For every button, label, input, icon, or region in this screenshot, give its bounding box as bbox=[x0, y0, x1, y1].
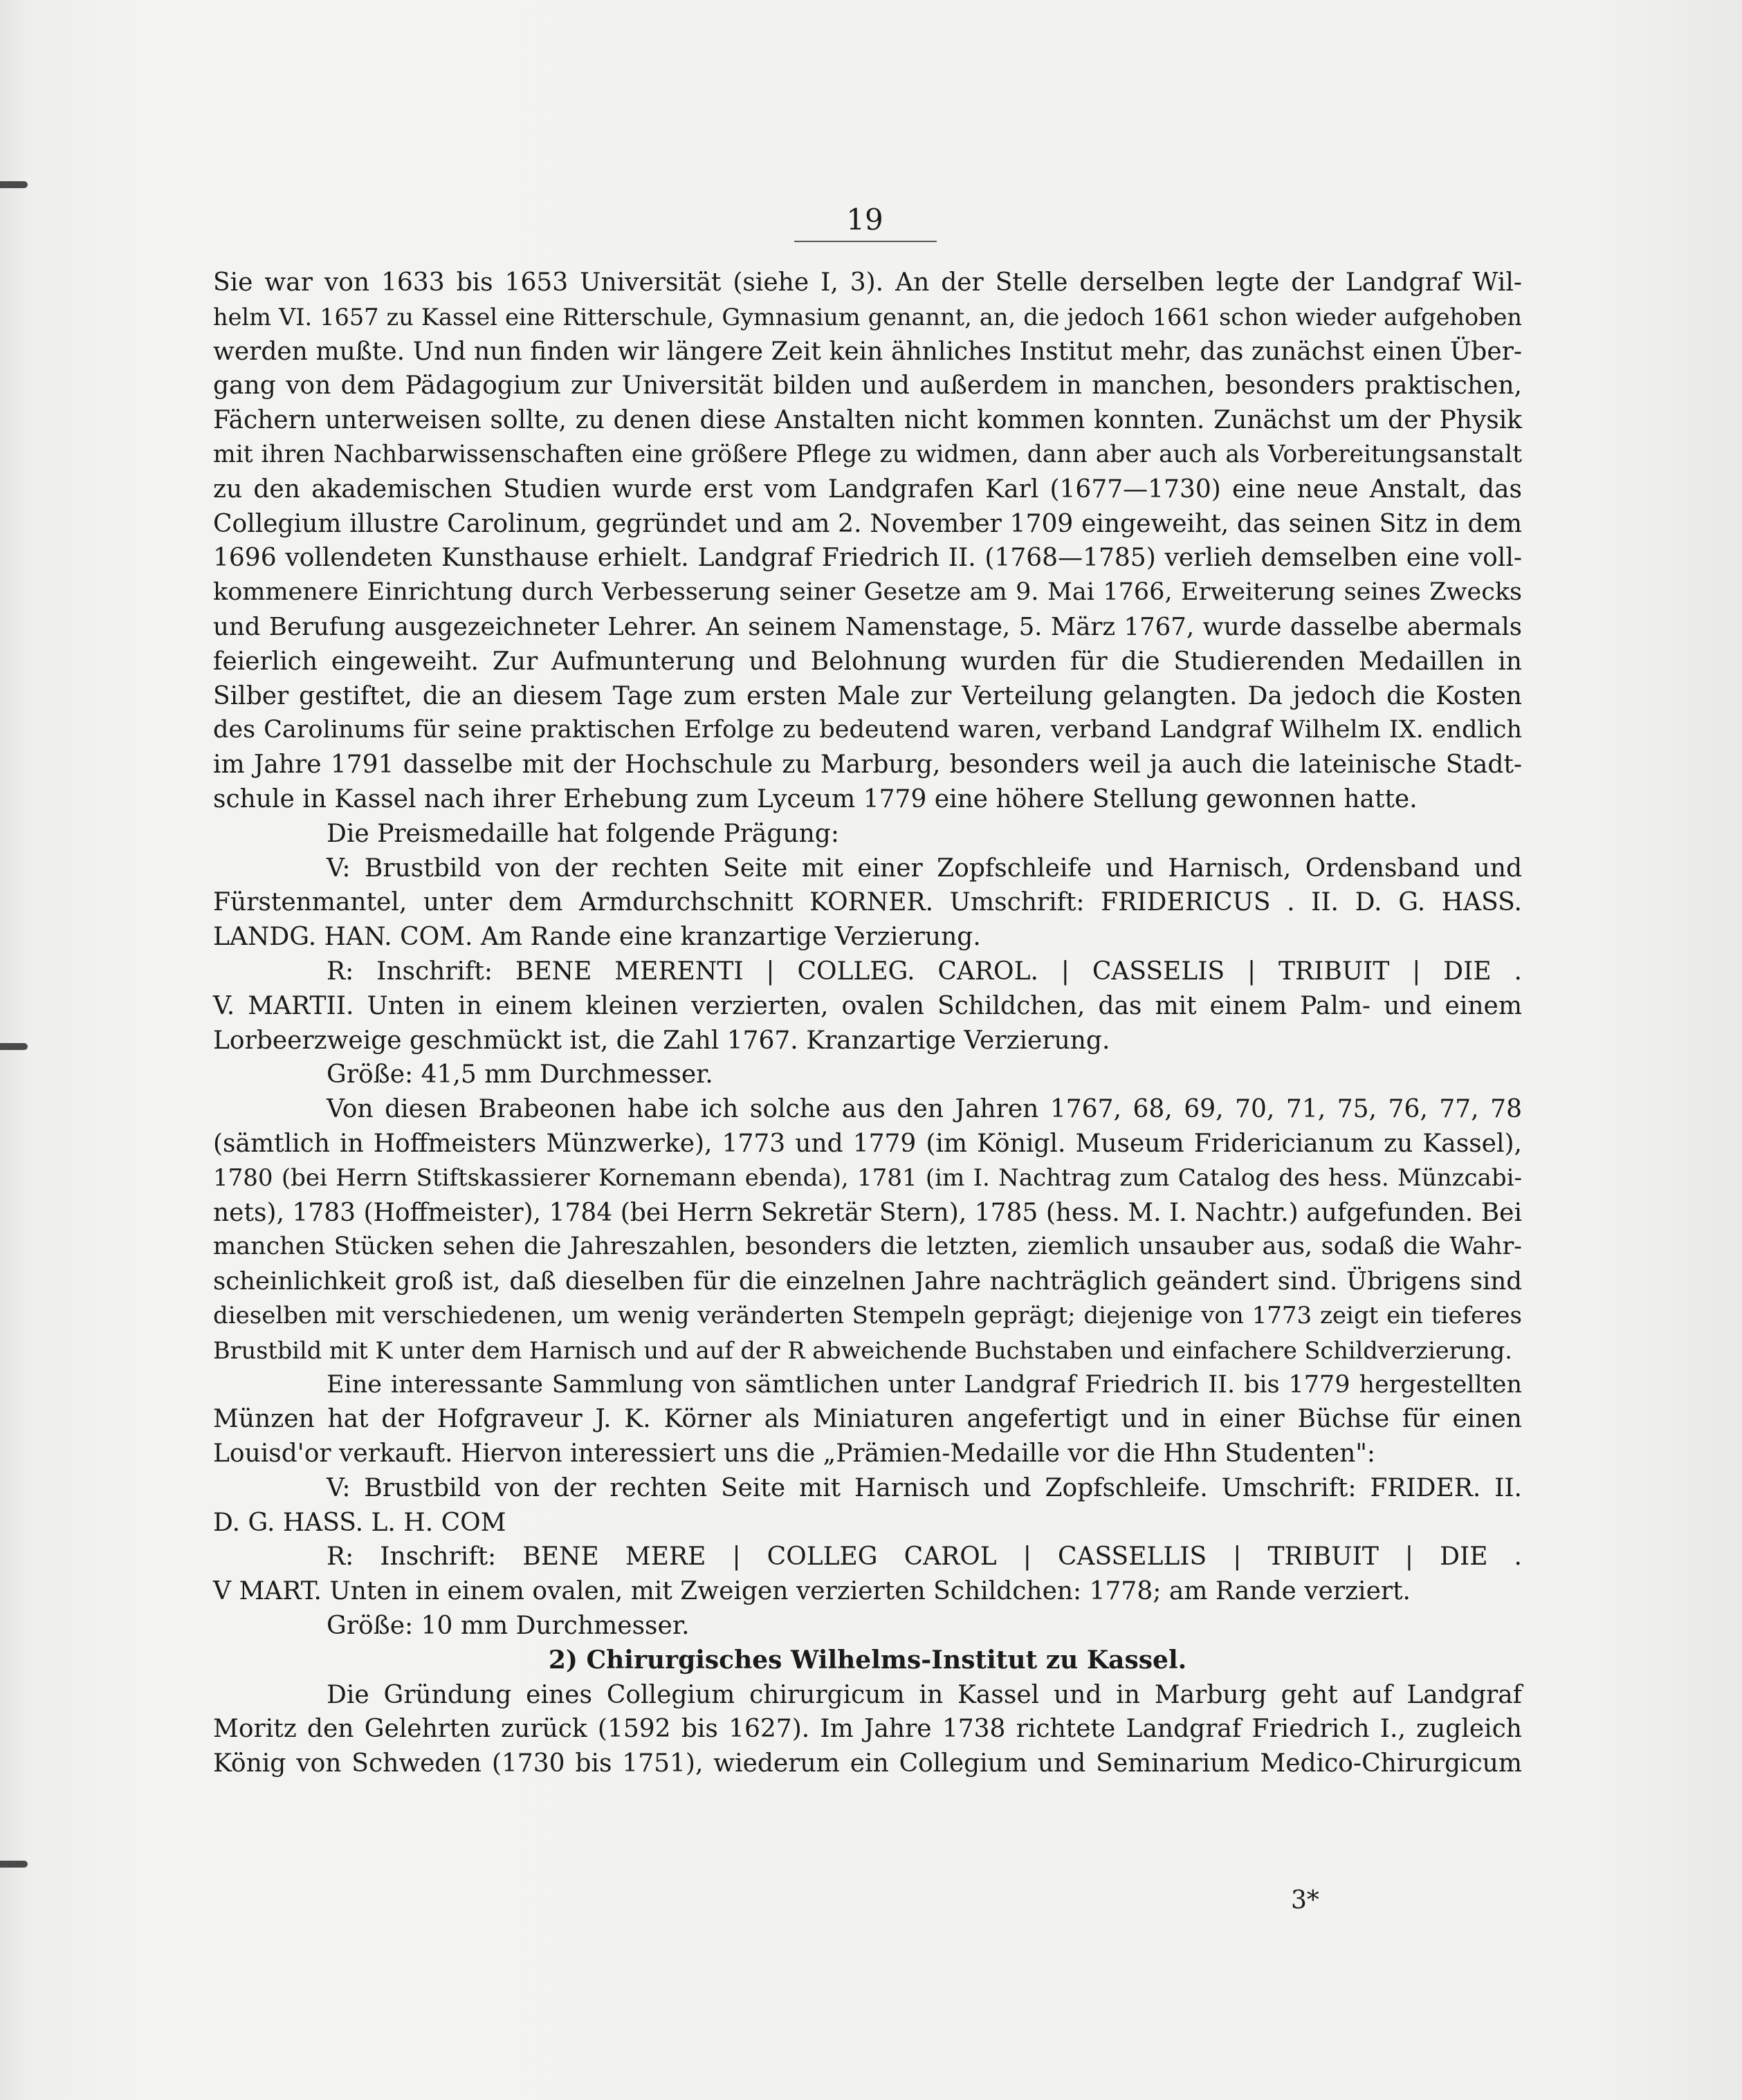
text-line: Eine interessante Sammlung von sämtlichen unter Landgraf Friedrich II. bis 1779 hergestellten bbox=[327, 1370, 1522, 1399]
text-line: V: Brustbild von der rechten Seite mit Harnisch und Zopfschleife. Umschrift: FRIDER. II. bbox=[327, 1473, 1522, 1502]
text-line: mit ihren Nachbarwissenschaften eine größere Pflege zu widmen, dann aber auch als Vorbereitungsanstalt bbox=[213, 440, 1522, 468]
text-line: Louisd'or verkauft. Hiervon interessiert uns die „Prämien-Medaille vor die Hhn Studenten": bbox=[213, 1439, 1376, 1468]
text-line: zu den akademischen Studien wurde erst vom Landgrafen Karl (1677—1730) eine neue Anstalt, das bbox=[213, 475, 1522, 504]
page-number-rule bbox=[794, 241, 937, 242]
text-line: V: Brustbild von der rechten Seite mit einer Zopfschleife und Harnisch, Ordensband und bbox=[327, 854, 1522, 883]
text-line: und Berufung ausgezeichneter Lehrer. An seinem Namenstage, 5. März 1767, wurde dasselbe abermals bbox=[213, 612, 1522, 641]
binding-mark bbox=[0, 1861, 28, 1868]
text-line: Silber gestiftet, die an diesem Tage zum ersten Male zur Verteilung gelangten. Da jedoch die Kosten bbox=[213, 681, 1522, 710]
text-line: nets), 1783 (Hoffmeister), 1784 (bei Herrn Sekretär Stern), 1785 (hess. M. I. Nachtr.) aufgefunden. Bei bbox=[213, 1198, 1522, 1227]
text-line: R: Inschrift: BENE MERENTI | COLLEG. CAROL. | CASSELIS | TRIBUIT | DIE . bbox=[327, 957, 1522, 986]
text-line: Größe: 41,5 mm Durchmesser. bbox=[327, 1060, 713, 1089]
binding-mark bbox=[0, 181, 28, 188]
text-line: R: Inschrift: BENE MERE | COLLEG CAROL | CASSELLIS | TRIBUIT | DIE . bbox=[327, 1542, 1522, 1572]
section-heading: 2) Chirurgisches Wilhelms-Institut zu Kassel. bbox=[548, 1645, 1187, 1675]
text-line: Moritz den Gelehrten zurück (1592 bis 1627). Im Jahre 1738 richtete Landgraf Friedrich I., zugleich bbox=[213, 1715, 1522, 1744]
text-line: Fächern unterweisen sollte, zu denen diese Anstalten nicht kommen konnten. Zunächst um der Physik bbox=[213, 406, 1522, 435]
text-line: scheinlichkeit groß ist, daß dieselben für die einzelnen Jahre nachträglich geändert sind. Übrigens sind bbox=[213, 1267, 1522, 1296]
text-line: helm VI. 1657 zu Kassel eine Ritterschule, Gymnasium genannt, an, die jedoch 1661 schon wieder aufgehoben bbox=[213, 303, 1522, 331]
text-line: manchen Stücken sehen die Jahreszahlen, besonders die letzten, ziemlich unsauber aus, sodaß die Wahr- bbox=[213, 1233, 1522, 1261]
text-line: schule in Kassel nach ihrer Erhebung zum Lyceum 1779 eine höhere Stellung gewonnen hatte. bbox=[213, 784, 1418, 813]
text-line: dieselben mit verschiedenen, um wenig veränderten Stempeln geprägt; diejenige von 1773 zeigt ein tieferes bbox=[213, 1301, 1522, 1329]
text-line: Größe: 10 mm Durchmesser. bbox=[327, 1612, 690, 1641]
text-line: Brustbild mit K unter dem Harnisch und auf der R abweichende Buchstaben und einfachere Schildverzierung. bbox=[213, 1336, 1512, 1364]
text-line: gang von dem Pädagogium zur Universität bilden und außerdem in manchen, besonders praktischen, bbox=[213, 371, 1522, 400]
text-line: 1780 (bei Herrn Stiftskassierer Kornemann ebenda), 1781 (im I. Nachtrag zum Catalog des hess. Münzcabi- bbox=[213, 1163, 1522, 1192]
text-line: werden mußte. Und nun finden wir längere Zeit kein ähnliches Institut mehr, das zunächst einen Über- bbox=[213, 337, 1522, 366]
text-line: König von Schweden (1730 bis 1751), wiederum ein Collegium und Seminarium Medico-Chirurgicum bbox=[213, 1749, 1522, 1778]
text-line: des Carolinums für seine praktischen Erfolge zu bedeutend waren, verband Landgraf Wilhelm IX. endlich bbox=[213, 716, 1522, 744]
text-line: Fürstenmantel, unter dem Armdurchschnitt KORNER. Umschrift: FRIDERICUS . II. D. G. HASS. bbox=[213, 888, 1522, 917]
text-line: 1696 vollendeten Kunsthause erhielt. Landgraf Friedrich II. (1768—1785) verlieh demselben eine voll- bbox=[213, 544, 1522, 573]
text-line: V MART. Unten in einem ovalen, mit Zweigen verzierten Schildchen: 1778; am Rande verziert. bbox=[213, 1577, 1411, 1606]
text-line: kommenere Einrichtung durch Verbesserung seiner Gesetze am 9. Mai 1766, Erweiterung seines Zwecks bbox=[213, 578, 1522, 607]
text-line: D. G. HASS. L. H. COM bbox=[213, 1508, 506, 1537]
text-line: Sie war von 1633 bis 1653 Universität (siehe I, 3). An der Stelle derselben legte der Landgraf Wil- bbox=[213, 268, 1522, 297]
text-line: V. MARTII. Unten in einem kleinen verzierten, ovalen Schildchen, das mit einem Palm- und einem bbox=[213, 991, 1522, 1020]
text-line: Collegium illustre Carolinum, gegründet und am 2. November 1709 eingeweiht, das seinen Sitz in dem bbox=[213, 509, 1522, 538]
text-line: (sämtlich in Hoffmeisters Münzwerke), 1773 und 1779 (im Königl. Museum Fridericianum zu Kassel), bbox=[213, 1129, 1522, 1158]
binding-mark bbox=[0, 1043, 28, 1050]
text-line: Die Preismedaille hat folgende Prägung: bbox=[327, 819, 839, 848]
text-line: im Jahre 1791 dasselbe mit der Hochschule zu Marburg, besonders weil ja auch die lateinische Stadt- bbox=[213, 750, 1522, 780]
text-line: Münzen hat der Hofgraveur J. K. Körner als Miniaturen angefertigt und in einer Büchse für einen bbox=[213, 1405, 1522, 1434]
page-number: 19 bbox=[846, 203, 883, 237]
signature-mark: 3* bbox=[1291, 1886, 1319, 1915]
text-line: Die Gründung eines Collegium chirurgicum in Kassel und in Marburg geht auf Landgraf bbox=[327, 1680, 1522, 1709]
body-text bbox=[213, 266, 1522, 1781]
text-line: Lorbeerzweige geschmückt ist, die Zahl 1767. Kranzartige Verzierung. bbox=[213, 1026, 1110, 1055]
text-line: Von diesen Brabeonen habe ich solche aus den Jahren 1767, 68, 69, 70, 71, 75, 76, 77, 78 bbox=[327, 1095, 1522, 1124]
text-line: feierlich eingeweiht. Zur Aufmunterung und Belohnung wurden für die Studierenden Medaillen in bbox=[213, 647, 1522, 676]
text-line: LANDG. HAN. COM. Am Rande eine kranzartige Verzierung. bbox=[213, 923, 981, 952]
